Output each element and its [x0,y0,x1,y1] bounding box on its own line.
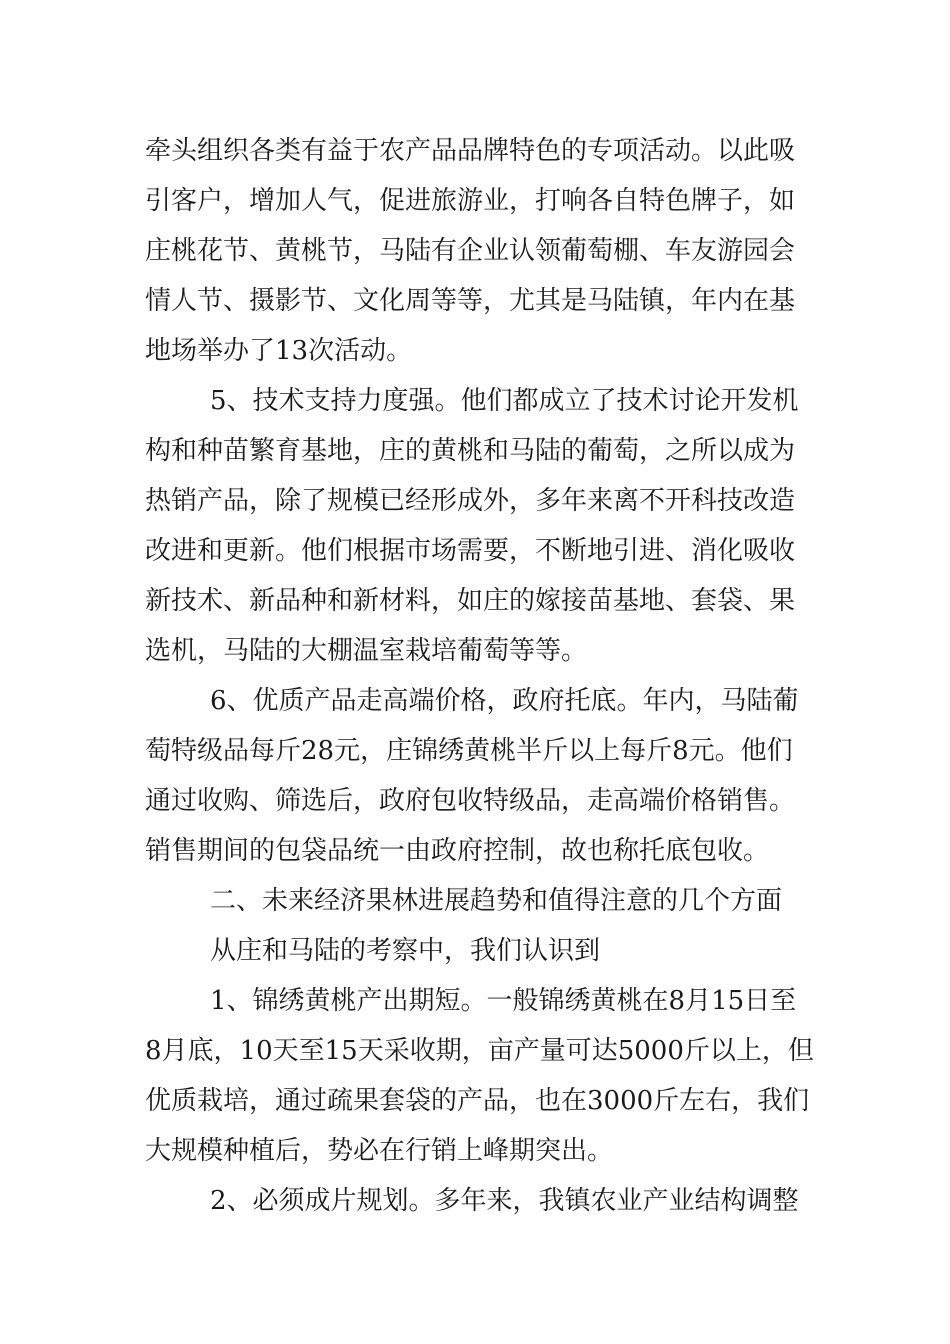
text-line: 庄桃花节、黄桃节，马陆有企业认领葡萄棚、车友游园会 [145,236,796,266]
text-line: 地场举办了13次活动。 [145,336,413,366]
text-line: 热销产品，除了规模已经形成外，多年来离不开科技改造 [145,486,796,516]
text-line: 1、锦绣黄桃产出期短。一般锦绣黄桃在8月15日至 [210,986,797,1016]
text-line: 新技术、新品种和新材料，如庄的嫁接苗基地、套袋、果 [145,586,796,616]
text-line: 通过收购、筛选后，政府包收特级品，走高端价格销售。 [145,786,796,816]
text-line: 改进和更新。他们根据市场需要，不断地引进、消化吸收 [145,536,796,566]
text-line: 牵头组织各类有益于农产品品牌特色的专项活动。以此吸 [145,136,796,166]
text-line: 选机，马陆的大棚温室栽培葡萄等等。 [145,636,588,666]
text-line: 5、技术支持力度强。他们都成立了技术讨论开发机 [210,386,799,416]
section-heading: 二、未来经济果林进展趋势和值得注意的几个方面 [210,886,783,916]
text-line: 优质栽培，通过疏果套袋的产品，也在3000斤左右，我们 [145,1086,810,1116]
text-line: 从庄和马陆的考察中，我们认识到 [210,936,601,966]
text-line: 销售期间的包袋品统一由政府控制，故也称托底包收。 [145,836,770,866]
text-line: 8月底，10天至15天采收期，亩产量可达5000斤以上，但 [145,1036,814,1066]
text-line: 6、优质产品走高端价格，政府托底。年内，马陆葡 [210,686,799,716]
text-line: 萄特级品每斤28元，庄锦绣黄桃半斤以上每斤8元。他们 [145,736,793,766]
text-line: 构和种苗繁育基地，庄的黄桃和马陆的葡萄，之所以成为 [145,436,796,466]
text-line: 2、必须成片规划。多年来，我镇农业产业结构调整 [210,1186,799,1216]
text-line: 引客户，增加人气，促进旅游业，打响各自特色牌子，如 [145,186,796,216]
text-line: 大规模种植后，势必在行销上峰期突出。 [145,1136,614,1166]
text-line: 情人节、摄影节、文化周等等，尤其是马陆镇，年内在基 [145,286,796,316]
